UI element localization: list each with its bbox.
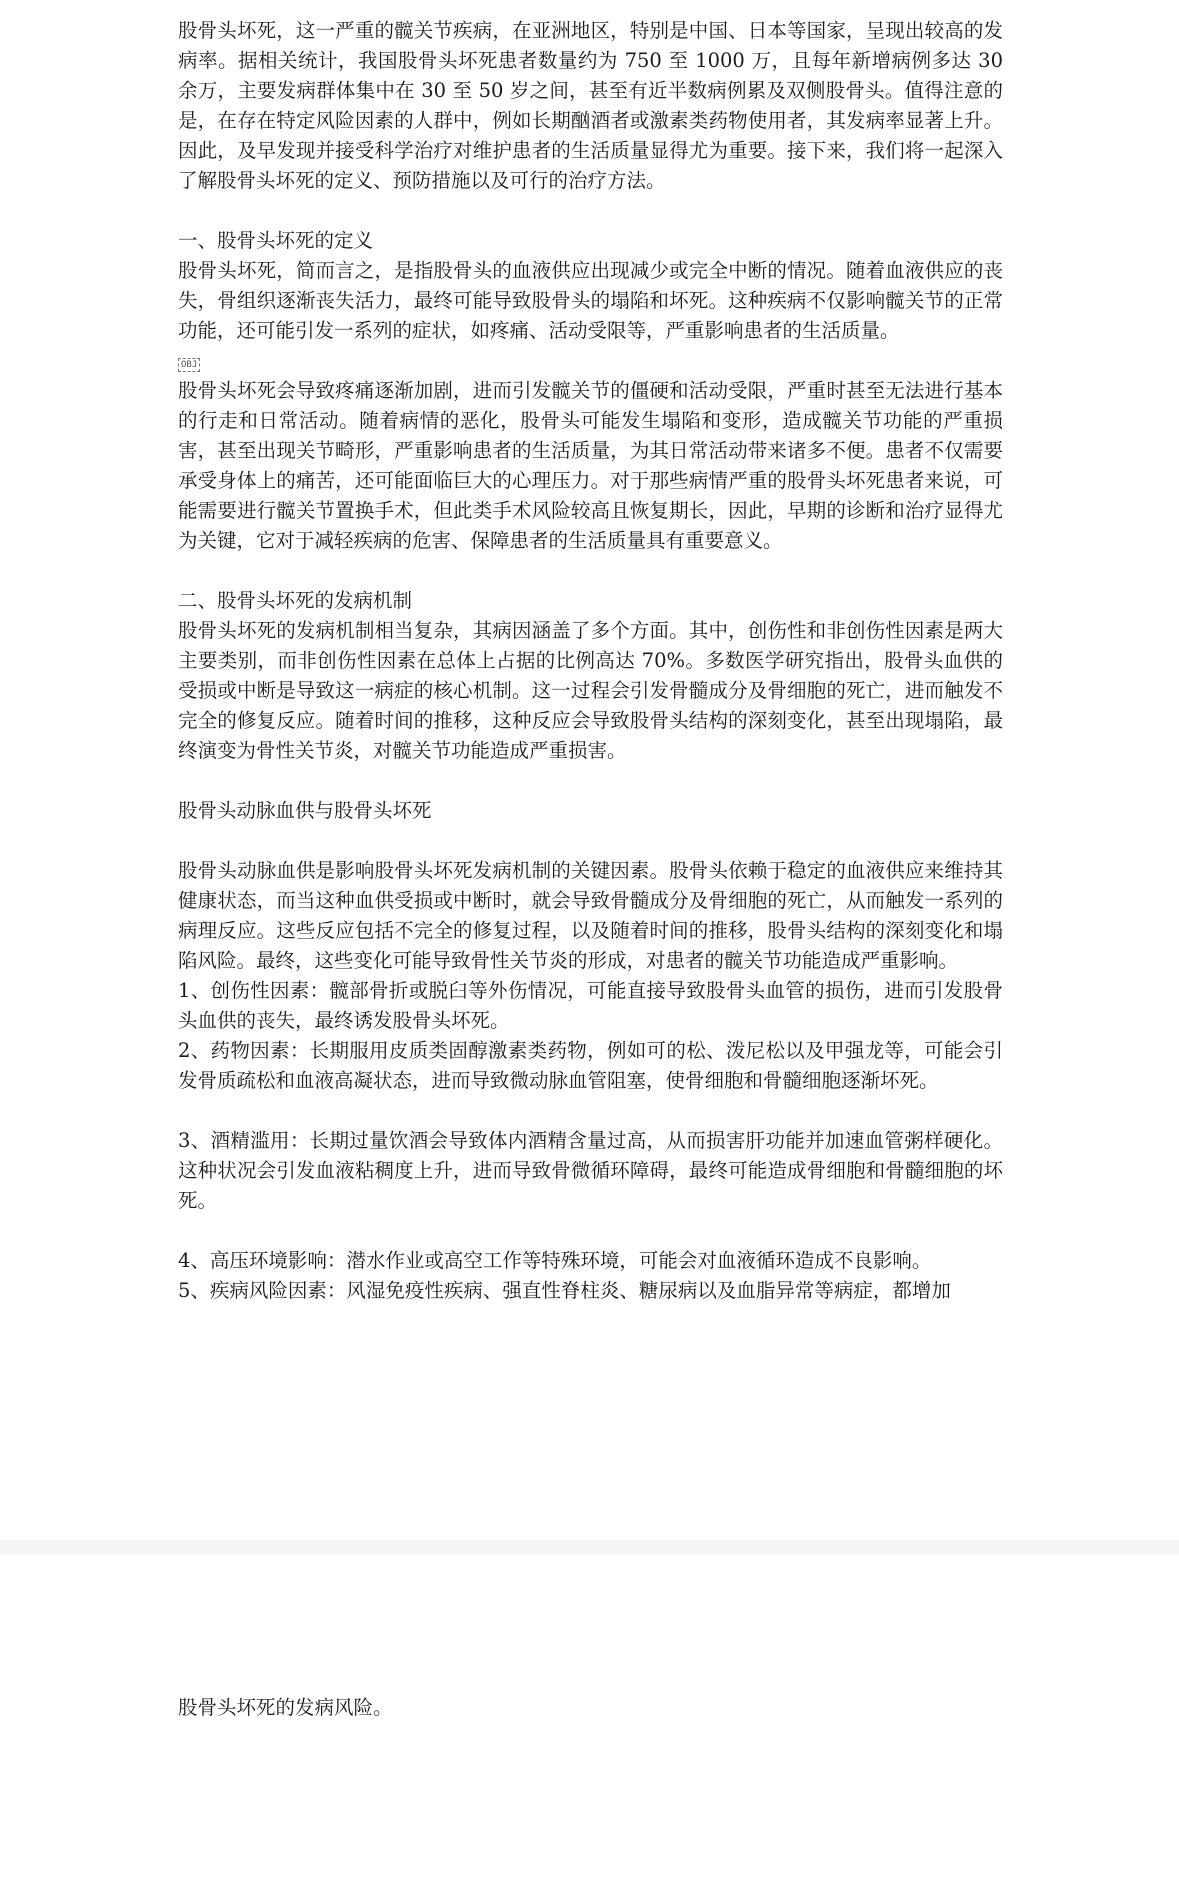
document-page-2 xyxy=(0,1554,1179,1886)
section-2-heading: 二、股骨头坏死的发病机制 xyxy=(178,589,413,612)
page-1-content xyxy=(178,16,1003,1306)
intro-paragraph: 股骨头坏死，这一严重的髋关节疾病，在亚洲地区，特别是中国、日本等国家，呈现出较高的发病率。据相关统计，我国股骨头坏死患者数量约为 750 至 1000 万，且每年新增病例多达 30 余万，主要发病群体集中在 30 至 50 岁之间，甚至有近半数病例累及双侧股骨头。值得注意的是，在存在特定风险因素的人群中，例如长期酗酒者或激素类药物使用者，其发病率显著上升。因此，及早发现并接受科学治疗对维护患者的生活质量显得尤为重要。接下来，我们将一起深入了解股骨头坏死的定义、预防措施以及可行的治疗方法。 xyxy=(178,19,1003,192)
section-1-heading: 一、股骨头坏死的定义 xyxy=(178,229,374,252)
factor-item-4: 4、高压环境影响：潜水作业或高空工作等特殊环境，可能会对血液循环造成不良影响。 xyxy=(178,1249,932,1272)
section-1-paragraph-2: 股骨头坏死会导致疼痛逐渐加剧，进而引发髋关节的僵硬和活动受限，严重时甚至无法进行基本的行走和日常活动。随着病情的恶化，股骨头可能发生塌陷和变形，造成髋关节功能的严重损害，甚至出现关节畸形，严重影响患者的生活质量，为其日常活动带来诸多不便。患者不仅需要承受身体上的痛苦，还可能面临巨大的心理压力。对于那些病情严重的股骨头坏死患者来说，可能需要进行髋关节置换手术，但此类手术风险较高且恢复期长，因此，早期的诊断和治疗显得尤为关键，它对于减轻疾病的危害、保障患者的生活质量具有重要意义。 xyxy=(178,379,1003,552)
factor-item-1: 1、创伤性因素：髋部骨折或脱臼等外伤情况，可能直接导致股骨头血管的损伤，进而引发股骨头血供的丧失，最终诱发股骨头坏死。 xyxy=(178,979,1003,1032)
paragraph-gap xyxy=(178,196,1003,226)
blood-supply-paragraph: 股骨头动脉血供是影响股骨头坏死发病机制的关键因素。股骨头依赖于稳定的血液供应来维持其健康状态，而当这种血供受损或中断时，就会导致骨髓成分及骨细胞的死亡，从而触发一系列的病理反应。这些反应包括不完全的修复过程，以及随着时间的推移，股骨头结构的深刻变化和塌陷风险。最终，这些变化可能导致骨性关节炎的形成，对患者的髋关节功能造成严重影响。 xyxy=(178,859,1003,972)
embedded-object xyxy=(178,346,1003,376)
paragraph-gap xyxy=(178,826,1003,856)
page-2-text: 股骨头坏死的发病风险。 xyxy=(178,1696,393,1719)
embedded-object-icon: OBJ xyxy=(178,358,200,372)
section-2-paragraph-1: 股骨头坏死的发病机制相当复杂，其病因涵盖了多个方面。其中，创伤性和非创伤性因素是两大主要类别，而非创伤性因素在总体上占据的比例高达 70%。多数医学研究指出，股骨头血供的受损或中断是导致这一病症的核心机制。这一过程会引发骨髓成分及骨细胞的死亡，进而触发不完全的修复反应。随着时间的推移，这种反应会导致股骨头结构的深刻变化，甚至出现塌陷，最终演变为骨性关节炎，对髋关节功能造成严重损害。 xyxy=(178,619,1003,762)
factor-item-3: 3、酒精滥用：长期过量饮酒会导致体内酒精含量过高，从而损害肝功能并加速血管粥样硬化。这种状况会引发血液粘稠度上升，进而导致骨微循环障碍，最终可能造成骨细胞和骨髓细胞的坏死。 xyxy=(178,1129,1003,1212)
factor-item-2: 2、药物因素：长期服用皮质类固醇激素类药物，例如可的松、泼尼松以及甲强龙等，可能会引发骨质疏松和血液高凝状态，进而导致微动脉血管阻塞，使骨细胞和骨髓细胞逐渐坏死。 xyxy=(178,1039,1003,1092)
page-2-content xyxy=(178,1693,1003,1723)
subheading-blood-supply: 股骨头动脉血供与股骨头坏死 xyxy=(178,799,432,822)
paragraph-gap xyxy=(178,1096,1003,1126)
paragraph-gap xyxy=(178,556,1003,586)
paragraph-gap xyxy=(178,766,1003,796)
factor-item-5: 5、疾病风险因素：风湿免疫性疾病、强直性脊柱炎、糖尿病以及血脂异常等病症，都增加 xyxy=(178,1279,951,1302)
paragraph-gap xyxy=(178,1216,1003,1246)
section-1-paragraph-1: 股骨头坏死，简而言之，是指股骨头的血液供应出现减少或完全中断的情况。随着血液供应的丧失，骨组织逐渐丧失活力，最终可能导致股骨头的塌陷和坏死。这种疾病不仅影响髋关节的正常功能，还可能引发一系列的症状，如疼痛、活动受限等，严重影响患者的生活质量。 xyxy=(178,259,1003,342)
